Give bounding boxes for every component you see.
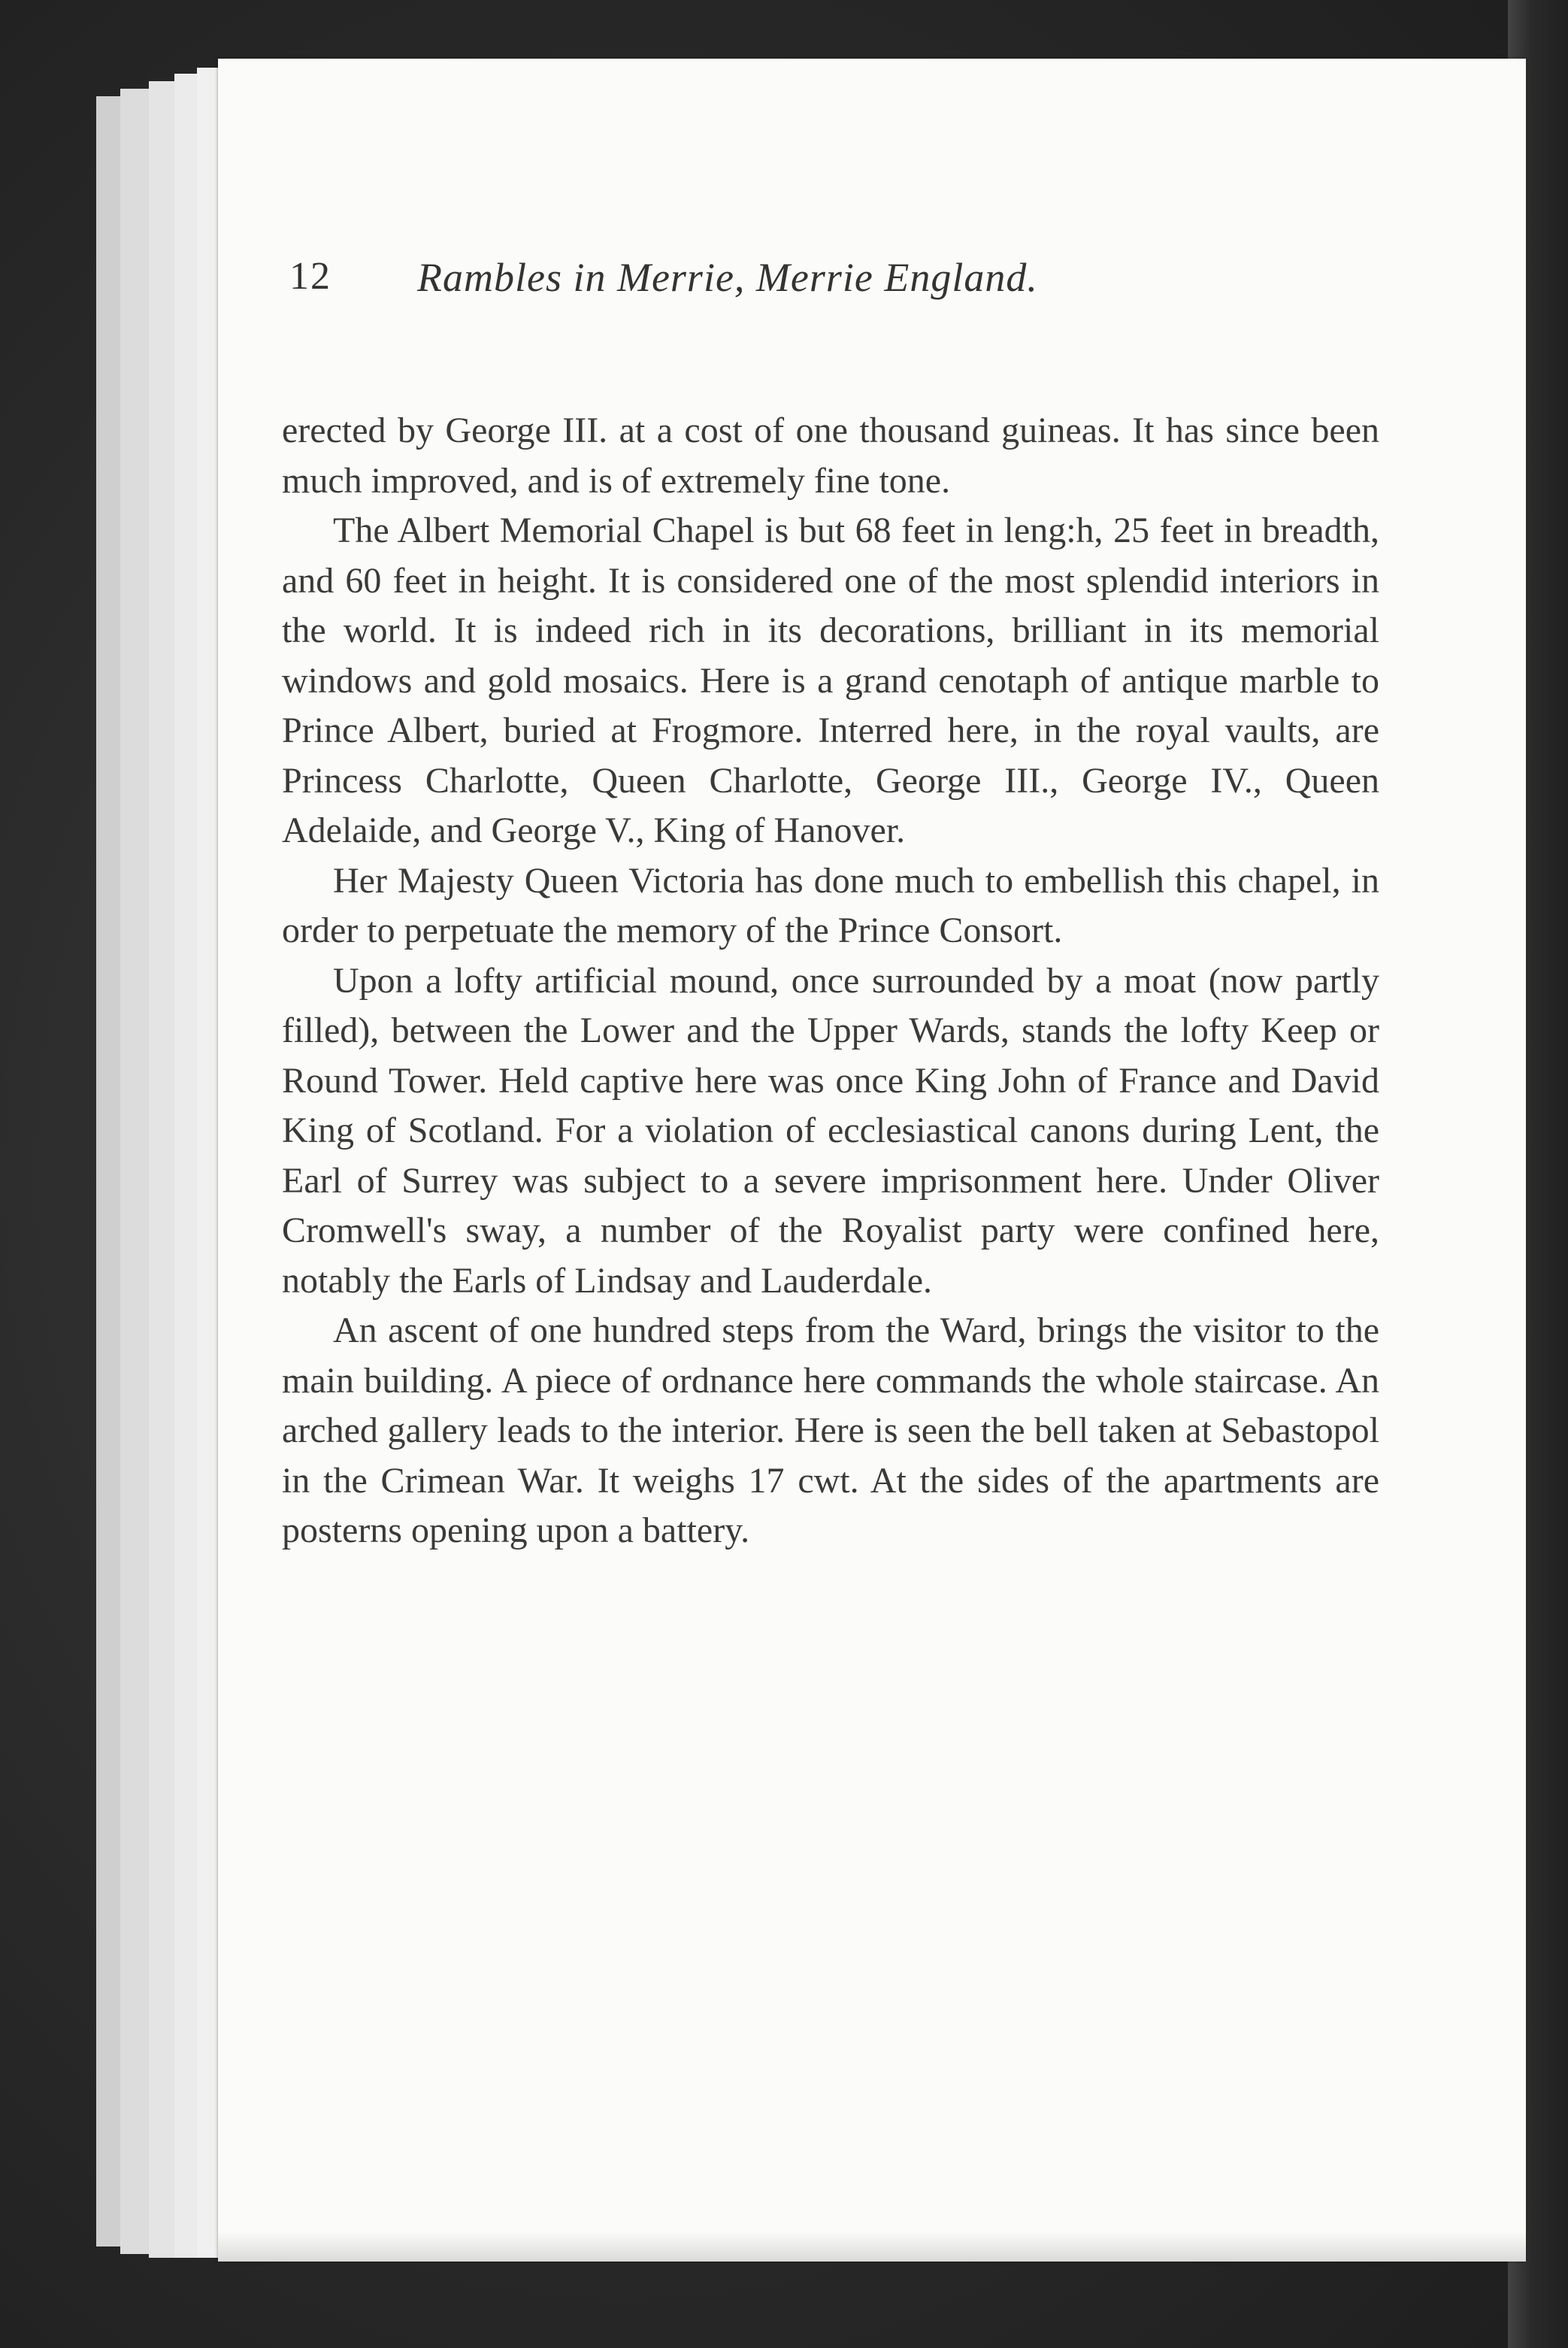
page-shadow — [218, 2231, 1526, 2262]
body-text — [282, 406, 1379, 1556]
paragraph: An ascent of one hundred steps from the Ward, brings the visitor to the main building. A piece of ordnance here commands the whole staircase. An arched gallery leads to the interior. Here is seen the bell taken at Sebastopol in the Crimean War. It weighs 17 cwt. At the sides of the apartments are posterns opening upon a battery. — [282, 1310, 1379, 1550]
paragraph: Her Majesty Queen Victoria has done much to embellish this chapel, in order to perpetuate the memory of the Prince Consort. — [282, 860, 1379, 950]
page-header — [289, 254, 1357, 314]
page-number: 12 — [289, 255, 331, 298]
paragraph: Upon a lofty artificial mound, once surrounded by a moat (now partly filled), between the Lower and the Upper Wards, stands the lofty Keep or Round Tower. Held captive here was once King John of France and David King of Scotland. For a violation of ecclesiastical canons during Lent, the Earl of Surrey was subject to a severe imprisonment here. Under Oliver Cromwell's sway, a number of the Royalist party were confined here, notably the Earls of Lindsay and Lauderdale. — [282, 960, 1379, 1301]
paragraph: erected by George III. at a cost of one thousand guineas. It has since been much improved, and is of extremely fine tone. — [282, 411, 1379, 501]
paragraph: The Albert Memorial Chapel is but 68 feet in leng:h, 25 feet in breadth, and 60 feet in height. It is considered one of the most splendid interiors in the world. It is indeed rich in its decorations, brilliant in its memorial windows and gold mosaics. Here is a grand cenotaph of antique marble to Prince Albert, buried at Frogmore. Interred here, in the royal vaults, are Princess Charlotte, Queen Charlotte, George III., George IV., Queen Adelaide, and George V., King of Hanover. — [282, 511, 1379, 850]
running-title: Rambles in Merrie, Merrie England. — [417, 255, 1038, 300]
